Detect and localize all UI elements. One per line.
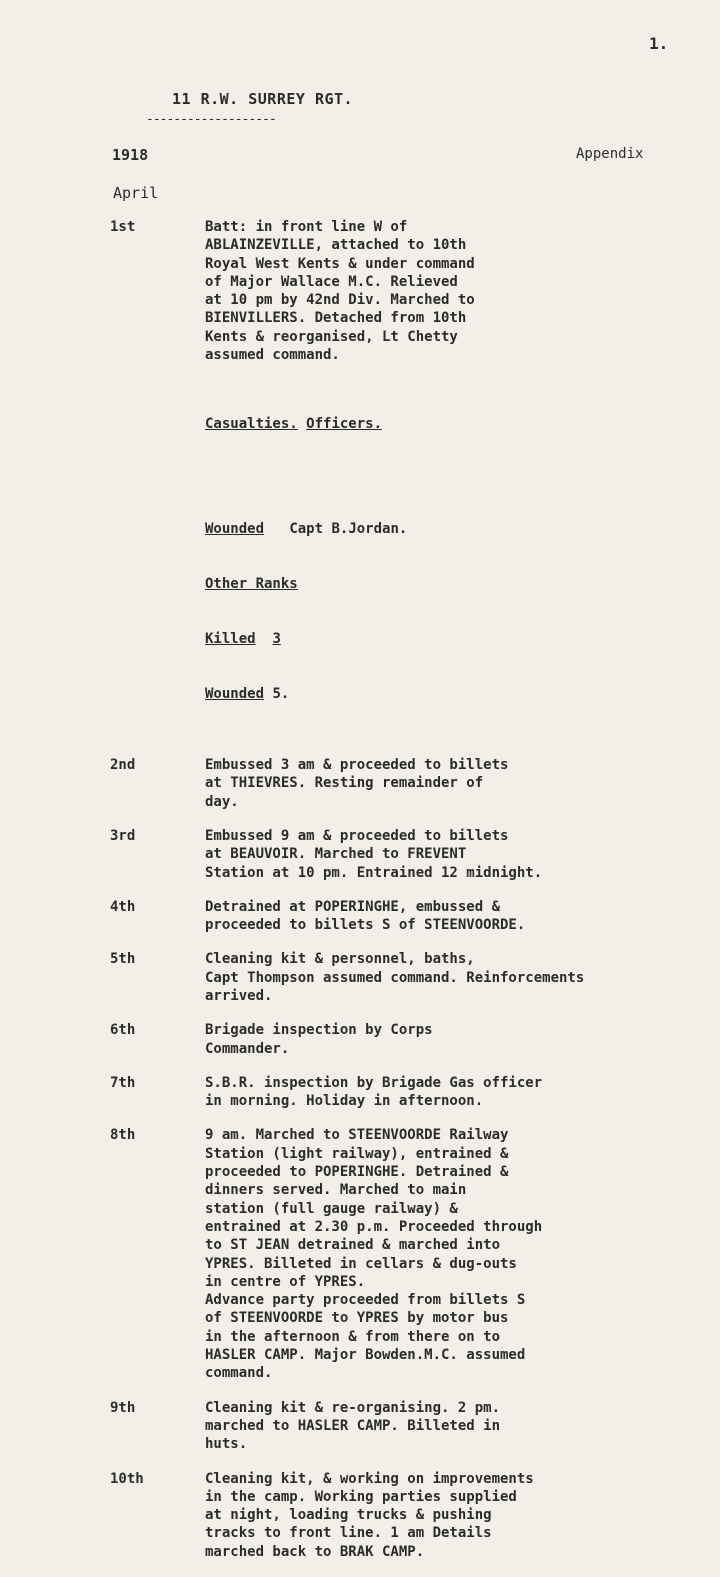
entry-text: Cleaning kit & re-organising. 2 pm. marched to HASLER CAMP. Billeted in huts. (205, 1399, 501, 1453)
entry-text: Embussed 3 am & proceeded to billets at THIEVRES. Resting remainder of day. (205, 757, 509, 810)
entry-day: 2nd (110, 757, 136, 774)
entry-body (205, 218, 710, 740)
diary-entry (0, 1021, 720, 1058)
entry-day: 8th (110, 1127, 136, 1144)
diary-entry (0, 756, 720, 811)
entry-day: 7th (110, 1074, 136, 1091)
wounded-officer-line: Wounded Capt B.Jordan. (205, 521, 408, 538)
entry-text: Cleaning kit & personnel, baths, Capt Thompson assumed command. Reinforcements arrived. (205, 951, 585, 1004)
diary-entry (0, 1126, 720, 1382)
entry-day: 10th (110, 1470, 144, 1487)
entry-text: S.B.R. inspection by Brigade Gas officer in morning. Holiday in afternoon. (205, 1074, 543, 1110)
entry-day: 1st (110, 219, 136, 235)
diary-entry (0, 898, 720, 935)
casualties-heading: Casualties. Officers. (205, 415, 383, 432)
diary-entry (0, 950, 720, 1005)
month: April (113, 184, 159, 202)
entry-text: 9 am. Marched to STEENVOORDE Railway Station (light railway), entrained & proceeded to POPERINGHE. Detrained & dinners served. Marched to main station (full gauge railway) & entrained at 2.30 p.m. Proceeded through to ST JEAN detrained & marched into YPRES. Billeted in cellars & dug-outs in centre of YPRES. Advance party proceeded from billets S of STEENVOORDE to YPRES by motor bus in the afternoon & from there on to HASLER CAMP. Major Bowden.M.C. assumed command. (205, 1127, 543, 1382)
entry-text: Detrained at POPERINGHE, embussed & proceeded to billets S of STEENVOORDE. (205, 898, 526, 934)
diary-entry (0, 827, 720, 882)
diary-entries (0, 218, 720, 1577)
other-ranks-label: Other Ranks (205, 576, 298, 593)
document-title: 11 R.W. SURREY RGT. (172, 90, 354, 108)
entry-day: 6th (110, 1022, 136, 1039)
appendix-label: Appendix (576, 146, 644, 162)
entry-text: Batt: in front line W of ABLAINZEVILLE, attached to 10th Royal West Kents & under command of Major Wallace M.C. Relieved at 10 pm by 42nd Div. Marched to BIENVILLERS. Detached from 10th Kents & reorganised, Lt Chetty assumed command. (205, 219, 475, 364)
entry-text: Brigade inspection by Corps Commander. (205, 1022, 433, 1057)
casualties-block (205, 378, 710, 740)
entry-day: 3rd (110, 827, 136, 844)
title-underline: ------------------- (146, 112, 276, 127)
killed-line: Killed 3 (205, 631, 281, 648)
entry-day: 9th (110, 1399, 136, 1416)
year: 1918 (112, 146, 149, 164)
diary-entry (0, 1470, 720, 1561)
entry-text: Cleaning kit, & working on improvements in the camp. Working parties supplied at night, loading trucks & pushing tracks to front line. 1 am Details marched back to BRAK CAMP. (205, 1470, 534, 1560)
diary-entry (0, 218, 720, 740)
diary-entry (0, 1399, 720, 1454)
page-number: 1. (649, 34, 669, 53)
diary-entry (0, 1074, 720, 1111)
entry-day: 5th (110, 951, 136, 968)
wounded-ranks-line: Wounded 5. (205, 686, 290, 703)
entry-day: 4th (110, 898, 136, 915)
entry-text: Embussed 9 am & proceeded to billets at BEAUVOIR. Marched to FREVENT Station at 10 pm. Entrained 12 midnight. (205, 827, 543, 881)
